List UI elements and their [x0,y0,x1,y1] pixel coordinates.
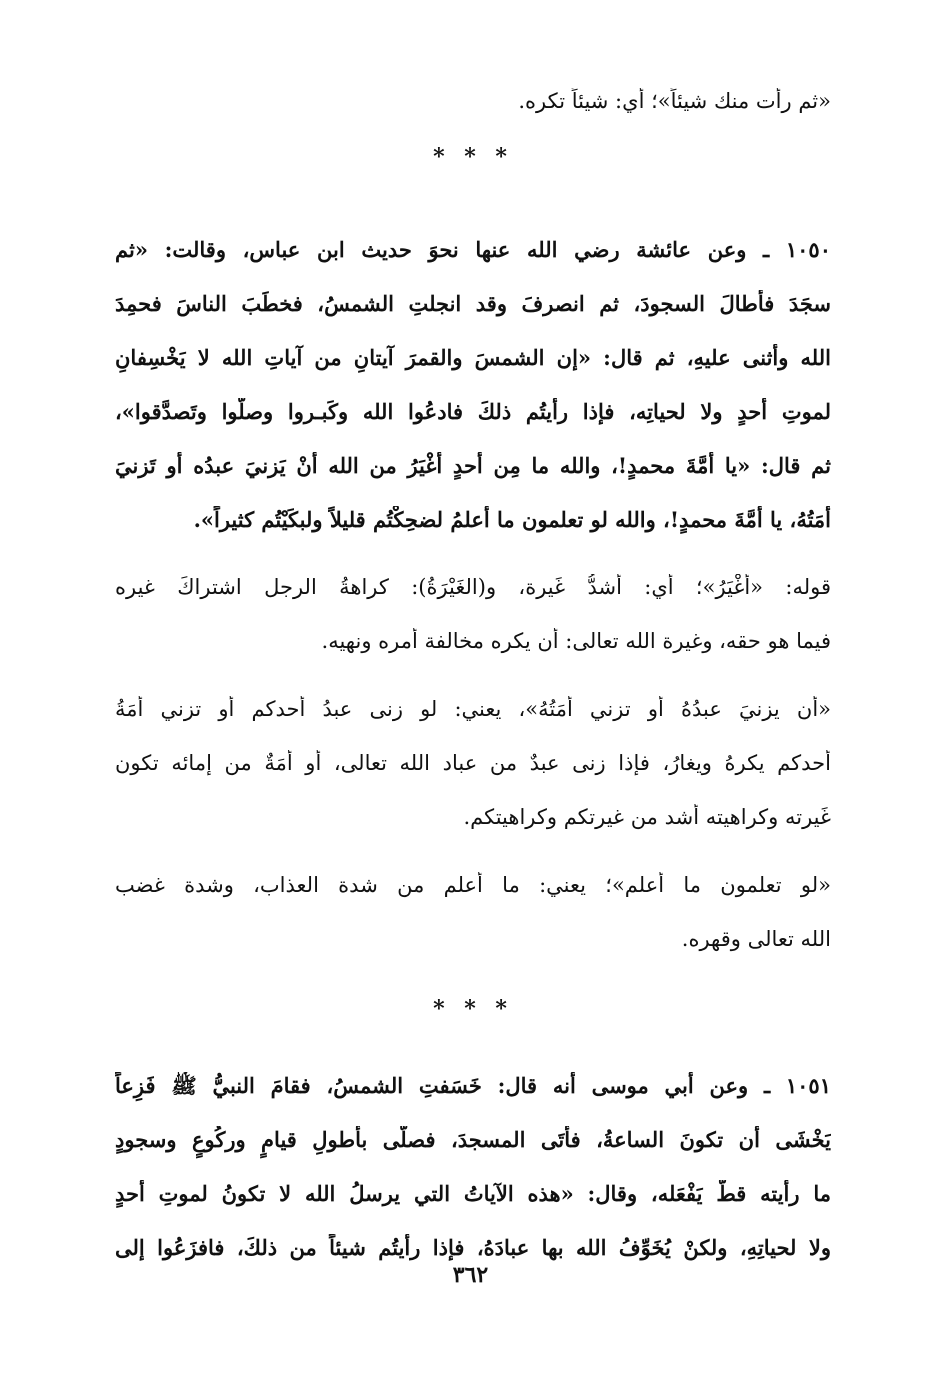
commentary-line: الله تعالى وقهره. [681,927,831,951]
commentary-line: أحدكم يكرهُ ويغارُ، فإذا زنى عبدٌ من عباد الله تعالى، أو أَمَةٌ من إمائه تكون [115,751,831,775]
hadith-1050-line: لموتِ أحدٍ ولا لحياتِه، فإذا رأيتُم ذلكَ فادعُوا الله وكَبـروا وصلُّوا وتَصدَّقوا»، [115,399,831,424]
hadith-1051-line: ولا لحياتِهِ، ولكنْ يُخَوِّفُ الله بها عبادَهُ، فإذا رأيتُم شيئاً من ذلكَ، فافزَعُوا إلى [115,1235,831,1260]
page-body [115,88,831,1288]
hadith-1050-line: سجَدَ فأطالَ السجودَ، ثم انصرفَ وقد انجلتِ الشمسُ، فخطَبَ الناسَ فحمِدَ [115,291,831,316]
commentary-line: «أن يزنيَ عبدُهُ أو تزني أمَتُهُ»، يعني: لو زنى عبدُ أحدكم أو تزني أَمَةُ [115,697,831,721]
hadith-1050-line: الله وأثنى عليهِ، ثم قال: «إن الشمسَ والقمرَ آيتانِ من آياتِ الله لا يَخْسِفانِ [115,345,831,370]
hadith-1050 [115,236,831,560]
commentary-line: غَيرته وكراهيته أشد من غيرتكم وكراهيتكم. [463,805,831,829]
hadith-1051-line: ١٠٥١ ـ وعن أبي موسى أنه قال: خَسَفتِ الشمسُ، فقامَ النبيُّ ﷺ فَزِعاً [115,1073,831,1098]
commentary-line: فيما هو حقه، وغيرة الله تعالى: أن يكره مخالفة أمره ونهيه. [321,629,831,653]
commentary-ghayr [115,574,831,682]
spacer [115,560,831,574]
commentary-law-talamun [115,872,831,980]
hadith-1051-line: يَخْشَى أن تكونَ الساعةُ، فأتَى المسجدَ، فصلَّى بأطولِ قيامٍ وركُوعٍ وسجودٍ [115,1127,831,1152]
spacer [115,206,831,236]
commentary-line: «لو تعلمون ما أعلم»؛ يعني: ما أعلم من شدة العذاب، وشدة غضب [115,873,831,897]
commentary-line: قوله: «أَغْيَرُ»؛ أي: أشدُّ غَيرة، و(الغَيْرَةُ): كراهةُ الرجل اشتراكَ غيره [115,575,831,599]
spacer [115,858,831,872]
spacer [115,980,831,994]
hadith-1050-line: ثم قال: «يا أُمَّةَ محمدٍ!، والله ما مِن أحدٍ أَغْيَرُ من الله أنْ يَزنيَ عبدُه أو تَزنيَ [115,453,831,478]
hadith-1051 [115,1072,831,1288]
hadith-1050-line: ١٠٥٠ ـ وعن عائشة رضي الله عنها نحوَ حديث ابن عباس، وقالت: «ثم [115,237,831,262]
commentary-yazni [115,696,831,858]
hadith-1050-line: أَمَتُهُ، يا أُمَّةَ محمدٍ!، والله لو تعلمون ما أعلمُ لضحِكْتُم قليلاً ولبكَيْتُم كثيراً». [193,507,831,532]
spacer [115,682,831,696]
spacer [115,1058,831,1072]
hadith-1051-line: ما رأيته قطُّ يَفْعَله، وقال: «هذه الآياتُ التي يرسلُ الله لا تكونُ لموتِ أحدٍ [115,1181,831,1206]
section-separator: * * * [433,144,513,170]
section-separator: * * * [433,996,513,1022]
opening-line: «ثم رأت منك شيئاً»؛ أي: شيئاً تكره. [518,89,831,113]
page-number: ٣٦٢ [452,1262,489,1288]
